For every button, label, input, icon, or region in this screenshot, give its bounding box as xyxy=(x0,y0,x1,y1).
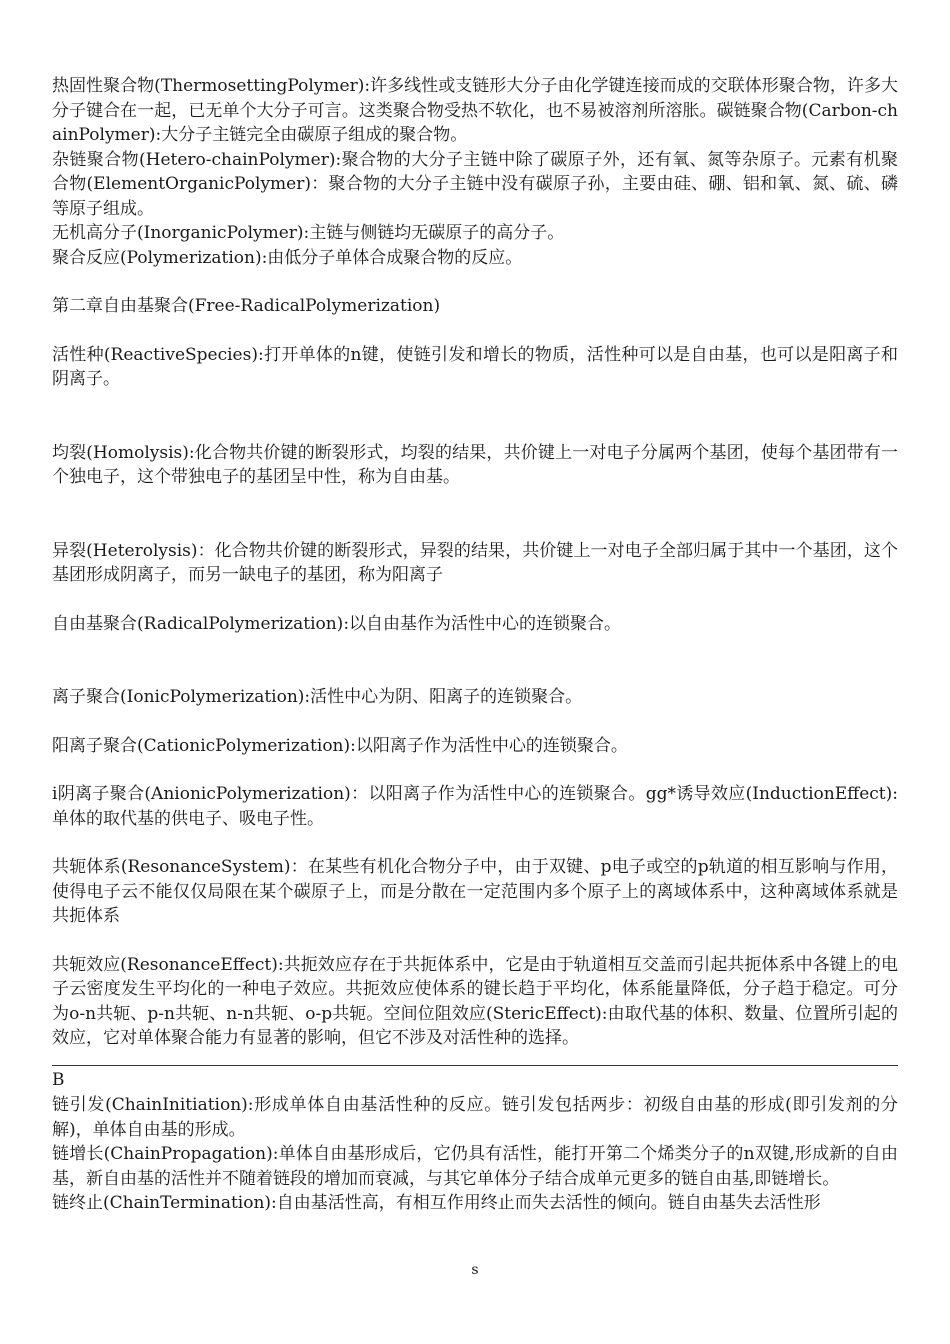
paragraph-thermosetting: 热固性聚合物(ThermosettingPolymer):许多线性或支链形大分子由化学键连接而成的交联体形聚合物，许多大分子键合在一起，已无单个大分子可言。这类聚合物受热不软化，也不易被溶剂所溶胀。碳链聚合物(Carbon-chainPolymer):大分子主链完全由碳原子组成的聚合物。 xyxy=(52,76,898,145)
paragraph-chain-termination: 链终止(ChainTermination):自由基活性高，有相互作用终止而失去活性的倾向。链自由基失去活性形 xyxy=(52,1193,821,1213)
paragraph-resonance-effect: 共轭效应(ResonanceEffect):共扼效应存在于共扼体系中，它是由于轨道相互交盖而引起共扼体系中各键上的电子云密度发生平均化的一种电子效应。共扼效应使体系的键长趋于平均化，体系能量降低，分子趋于稳定。可分为o-n共轭、p-n共轭、n-n共轭、o-p共轭。空间位阻效应(StericEffect):由取代基的体积、数量、位置所引起的效应，它对单体聚合能力有显著的影响，但它不涉及对活性种的选择。 xyxy=(52,954,898,1048)
paragraph-polymerization: 聚合反应(Polymerization):由低分子单体合成聚合物的反应。 xyxy=(52,247,523,268)
document-body xyxy=(52,74,898,1051)
paragraph-chain-propagation: 链增长(ChainPropagation):单体自由基形成后，它仍具有活性，能打开第二个烯类分子的n双键,形成新的自由基，新自由基的活性并不随着链段的增加而衰减，与其它单体分子结合成单元更多的链自由基,即链增长。 xyxy=(52,1144,898,1189)
paragraph-ionic-polymerization: 离子聚合(IonicPolymerization):活性中心为阴、阳离子的连锁聚合。 xyxy=(52,687,583,707)
document-body-lower xyxy=(52,1093,898,1216)
chapter-title: 第二章自由基聚合(Free-RadicalPolymerization) xyxy=(52,296,441,316)
horizontal-divider xyxy=(52,1065,898,1066)
paragraph-hetero-chain: 杂链聚合物(Hetero-chainPolymer):聚合物的大分子主链中除了碳原子外，还有氧、氮等杂原子。元素有机聚合物(ElementOrganicPolymer)：聚合物的大分子主链中没有碳原子孙，主要由硅、硼、铝和氧、氮、硫、磷等原子组成。 xyxy=(52,149,898,219)
section-b-label: B xyxy=(52,1070,65,1090)
paragraph-radical-polymerization: 自由基聚合(RadicalPolymerization):以自由基作为活性中心的连锁聚合。 xyxy=(52,613,622,634)
paragraph-inorganic: 无机高分子(InorganicPolymer):主链与侧链均无碳原子的高分子。 xyxy=(52,223,565,243)
paragraph-chain-initiation: 链引发(ChainInitiation):形成单体自由基活性种的反应。链引发包括两步：初级自由基的形成(即引发剂的分解)，单体自由基的形成。 xyxy=(52,1095,898,1140)
paragraph-cationic-polymerization: 阳离子聚合(CationicPolymerization):以阳离子作为活性中心的连锁聚合。 xyxy=(52,735,628,756)
paragraph-homolysis: 均裂(Homolysis):化合物共价键的断裂形式，均裂的结果，共价键上一对电子分属两个基团，使每个基团带有一个独电子，这个带独电子的基团呈中性，称为自由基。 xyxy=(52,442,898,487)
paragraph-anionic-polymerization: i阴离子聚合(AnionicPolymerization)：以阳离子作为活性中心的连锁聚合。gg*诱导效应(InductionEffect):单体的取代基的供电子、吸电子性。 xyxy=(52,784,898,829)
paragraph-heterolysis: 异裂(Heterolysis)：化合物共价键的断裂形式，异裂的结果，共价键上一对电子全部归属于其中一个基团，这个基团形成阴离子，而另一缺电子的基团，称为阳离子 xyxy=(52,540,898,585)
page-footer: s xyxy=(471,1262,479,1278)
paragraph-resonance-system: 共轭体系(ResonanceSystem)：在某些有机化合物分子中，由于双键、p电子或空的p轨道的相互影响与作用，使得电子云不能仅仅局限在某个碳原子上，而是分散在一定范围内多个原子上的离域体系中，这种离域体系就是共扼体系 xyxy=(52,857,898,926)
paragraph-reactive-species: 活性种(ReactiveSpecies):打开单体的n键，使链引发和增长的物质，活性种可以是自由基，也可以是阳离子和阴离子。 xyxy=(52,344,898,389)
